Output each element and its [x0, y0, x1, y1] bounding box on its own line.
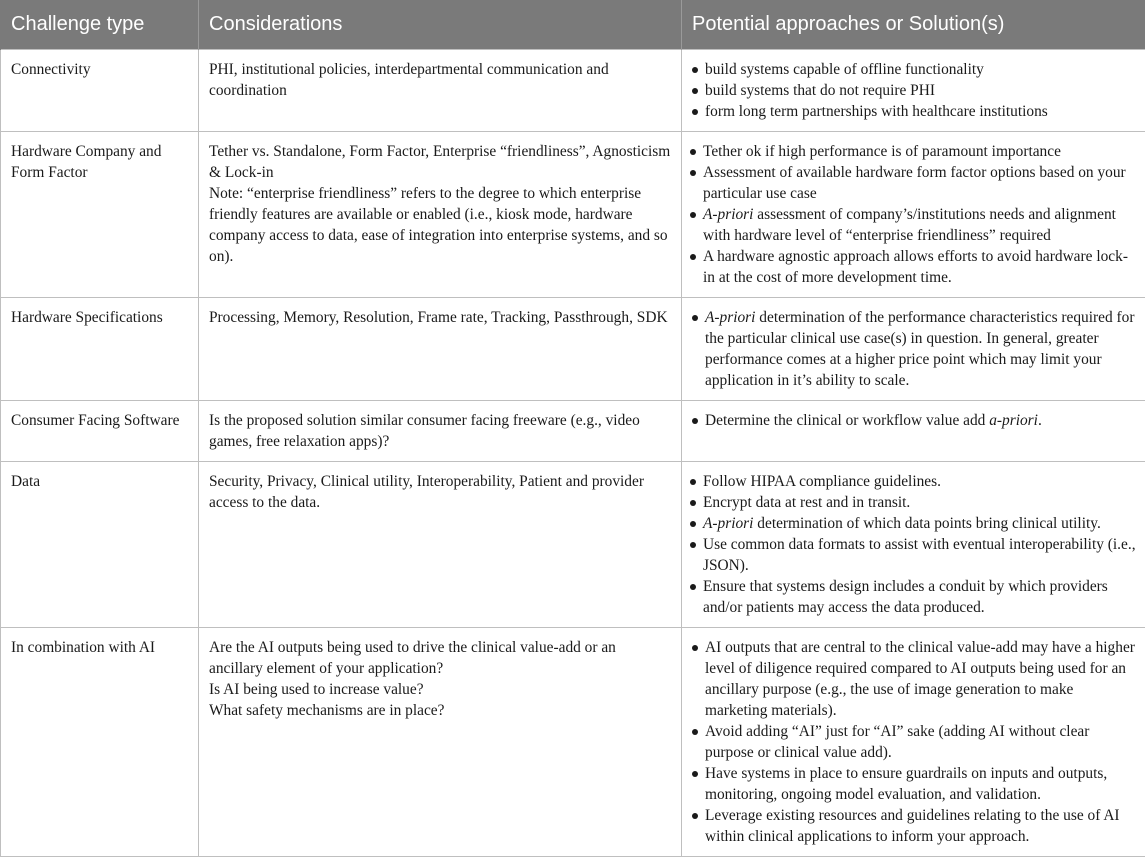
header-challenge-type: Challenge type: [1, 0, 199, 50]
challenge-type-cell: Data: [1, 462, 199, 628]
consideration-text: Is the proposed solution similar consumer facing freeware (e.g., video games, free relaxation apps)?: [209, 410, 671, 452]
solution-item: Ensure that systems design includes a conduit by which providers and/or patients may access the data produced.: [690, 576, 1139, 618]
challenge-type-cell: Consumer Facing Software: [1, 401, 199, 462]
table-row: [1, 50, 1145, 132]
challenge-type-cell: Connectivity: [1, 50, 199, 132]
solutions-cell: [682, 298, 1145, 401]
considerations-cell: [199, 462, 682, 628]
table-row: [1, 401, 1145, 462]
solutions-cell: [682, 132, 1145, 298]
solutions-list: [690, 307, 1139, 391]
solutions-list: [690, 637, 1139, 847]
challenge-type-cell: Hardware Company and Form Factor: [1, 132, 199, 298]
solution-item: Use common data formats to assist with eventual interoperability (i.e., JSON).: [690, 534, 1139, 576]
consideration-text: Tether vs. Standalone, Form Factor, Enterprise “friendliness”, Agnosticism & Lock-in: [209, 141, 671, 183]
consideration-text: Are the AI outputs being used to drive the clinical value-add or an ancillary element of your application?: [209, 637, 671, 679]
solutions-cell: [682, 628, 1145, 857]
solutions-list: [690, 410, 1139, 431]
considerations-cell: [199, 628, 682, 857]
table-row: [1, 298, 1145, 401]
solution-item: build systems that do not require PHI: [690, 80, 1139, 101]
table-row: [1, 132, 1145, 298]
solutions-list: [690, 471, 1139, 618]
header-solutions: Potential approaches or Solution(s): [682, 0, 1145, 50]
consideration-text: Security, Privacy, Clinical utility, Interoperability, Patient and provider access to the data.: [209, 471, 671, 513]
table-row: [1, 462, 1145, 628]
considerations-cell: [199, 298, 682, 401]
table-row: [1, 628, 1145, 857]
consideration-note: Note: “enterprise friendliness” refers to the degree to which enterprise friendly features are available or enabled (i.e., kiosk mode, hardware company access to data, ease of integration into enterprise systems, and so on).: [209, 183, 671, 267]
solutions-list: [690, 141, 1139, 288]
solution-item: A hardware agnostic approach allows efforts to avoid hardware lock-in at the cost of more development time.: [690, 246, 1139, 288]
solution-item: A-priori determination of the performance characteristics required for the particular clinical use case(s) in question. In general, greater performance comes at a higher price point which may limit your application in it’s ability to scale.: [690, 307, 1139, 391]
solution-item: Assessment of available hardware form factor options based on your particular use case: [690, 162, 1139, 204]
challenge-type-cell: In combination with AI: [1, 628, 199, 857]
consideration-text: PHI, institutional policies, interdepartmental communication and coordination: [209, 59, 671, 101]
consideration-text: What safety mechanisms are in place?: [209, 700, 671, 721]
solution-item: AI outputs that are central to the clinical value-add may have a higher level of diligence required compared to AI outputs being used for an ancillary purpose (e.g., the use of image generation to make marketing materials).: [690, 637, 1139, 721]
solution-item: Encrypt data at rest and in transit.: [690, 492, 1139, 513]
solution-item: Determine the clinical or workflow value add a-priori.: [690, 410, 1139, 431]
solution-item: Leverage existing resources and guidelines relating to the use of AI within clinical applications to inform your approach.: [690, 805, 1139, 847]
solution-item: Tether ok if high performance is of paramount importance: [690, 141, 1139, 162]
solution-item: Avoid adding “AI” just for “AI” sake (adding AI without clear purpose or clinical value add).: [690, 721, 1139, 763]
considerations-cell: [199, 132, 682, 298]
table-header: [1, 0, 1145, 50]
consideration-text: Is AI being used to increase value?: [209, 679, 671, 700]
solution-item: Have systems in place to ensure guardrails on inputs and outputs, monitoring, ongoing model evaluation, and validation.: [690, 763, 1139, 805]
solution-item: A-priori assessment of company’s/institutions needs and alignment with hardware level of “enterprise friendliness” required: [690, 204, 1139, 246]
solution-item: form long term partnerships with healthcare institutions: [690, 101, 1139, 122]
solution-item: Follow HIPAA compliance guidelines.: [690, 471, 1139, 492]
header-considerations: Considerations: [199, 0, 682, 50]
solution-item: build systems capable of offline functionality: [690, 59, 1139, 80]
consideration-text: Processing, Memory, Resolution, Frame rate, Tracking, Passthrough, SDK: [209, 307, 671, 328]
considerations-cell: [199, 50, 682, 132]
considerations-cell: [199, 401, 682, 462]
solutions-cell: [682, 50, 1145, 132]
table-body: [1, 50, 1145, 857]
header-row: [1, 0, 1145, 50]
solutions-list: [690, 59, 1139, 122]
solution-item: A-priori determination of which data points bring clinical utility.: [690, 513, 1139, 534]
solutions-cell: [682, 401, 1145, 462]
challenge-type-cell: Hardware Specifications: [1, 298, 199, 401]
solutions-cell: [682, 462, 1145, 628]
